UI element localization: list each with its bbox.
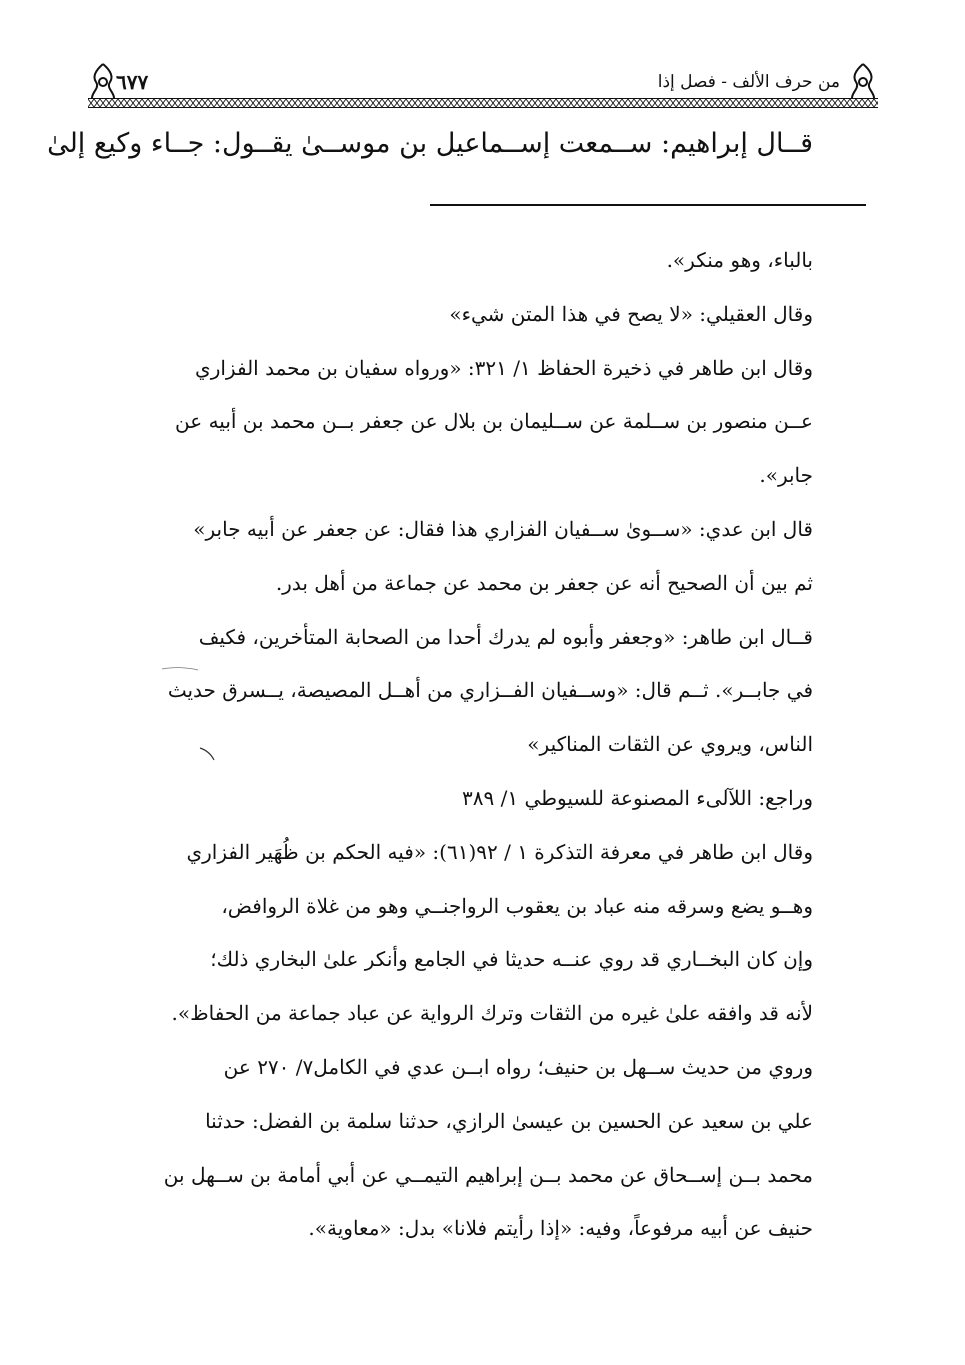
footnote-line: وقال العقيلي: «لا يصح في هذا المتن شيء» — [449, 301, 813, 326]
corner-ornament-icon — [848, 62, 878, 100]
footnote-line: عــن منصور بن ســلمة عن ســليمان بن بلال عن جعفر بــن محمد بن أبيه عن — [175, 409, 813, 434]
footnote-line: وروي من حديث ســهل بن حنيف؛ رواه ابــن عدي في الكامل٧/ ٢٧٠ عن — [223, 1054, 813, 1079]
footnote-line: محمد بــن إســحاق عن محمد بــن إبراهيم التيمــي عن أبي أمامة بن ســهل بن — [163, 1162, 813, 1187]
footnote-line: وقال ابن طاهر في ذخيرة الحفاظ ١/ ٣٢١: «ورواه سفيان بن محمد الفزاري — [195, 355, 813, 380]
corner-ornament-icon — [88, 62, 118, 100]
footnote-line: وإن كان البخــاري قد روي عنــه حديثا في الجامع وأنكر علىٰ البخاري ذلك؛ — [210, 947, 813, 972]
footnote-line: بالباء، وهو منكر». — [666, 248, 813, 272]
footnote-line: وقال ابن طاهر في معرفة التذكرة ١ / ٩٢(٦١): «فيه الحكم بن ظُهَير الفزاري — [186, 839, 813, 864]
stray-pen-mark — [160, 664, 200, 674]
footnote-line: الناس، ويروي عن الثقات المناكير» — [527, 732, 813, 757]
footnote-line: في جابــر». ثــم قال: «وســفيان الفــزاري من أهــل المصيصة، يــسرق حديث — [167, 678, 813, 703]
footnote-line: ثم بين أن الصحيح أنه عن جعفر بن محمد عن جماعة من أهل بدر. — [275, 570, 813, 595]
footnote-line: لأنه قد وافقه علىٰ غيره من الثقات وترك الرواية عن عباد جماعة من الحفاظ». — [171, 1001, 813, 1026]
footnote-line: علي بن سعيد عن الحسين بن عيسىٰ الرازي، حدثنا سلمة بن الفضل: حدثنا — [205, 1108, 813, 1133]
footnote-separator — [430, 204, 866, 206]
footnote-line: حنيف عن أبيه مرفوعاً، وفيه: «إذا رأيتم فلانا» بدل: «معاوية». — [308, 1216, 813, 1241]
running-title: من حرف الألف - فصل إذا — [657, 72, 840, 92]
footnote-line: قال ابن عدي: «ســوىٰ ســفيان الفزاري هذا فقال: عن جعفر عن أبيه جابر» — [193, 516, 813, 541]
main-text-line: قــال إبراهيم: ســمعت إســماعيل بن موســىٰ يقــول: جــاء وكيع إلىٰ — [47, 128, 813, 159]
footnote-line: جابر». — [759, 463, 813, 488]
decorative-border-rule — [88, 98, 878, 108]
footnote-line: قــال ابن طاهر: «وجعفر وأبوه لم يدرك أحدا من الصحابة المتأخرين، فكيف — [198, 624, 813, 649]
footnote-line: وهــو يضع وسرقه منه عباد بن يعقوب الرواجنــي وهو من غلاة الروافض، — [221, 893, 813, 918]
stray-pen-mark — [198, 744, 218, 764]
page-header — [88, 60, 878, 108]
footnote-line: وراجع: اللآلىء المصنوعة للسيوطي ١/ ٣٨٩ — [462, 785, 813, 810]
page-number: ٦٧٧ — [116, 70, 149, 94]
